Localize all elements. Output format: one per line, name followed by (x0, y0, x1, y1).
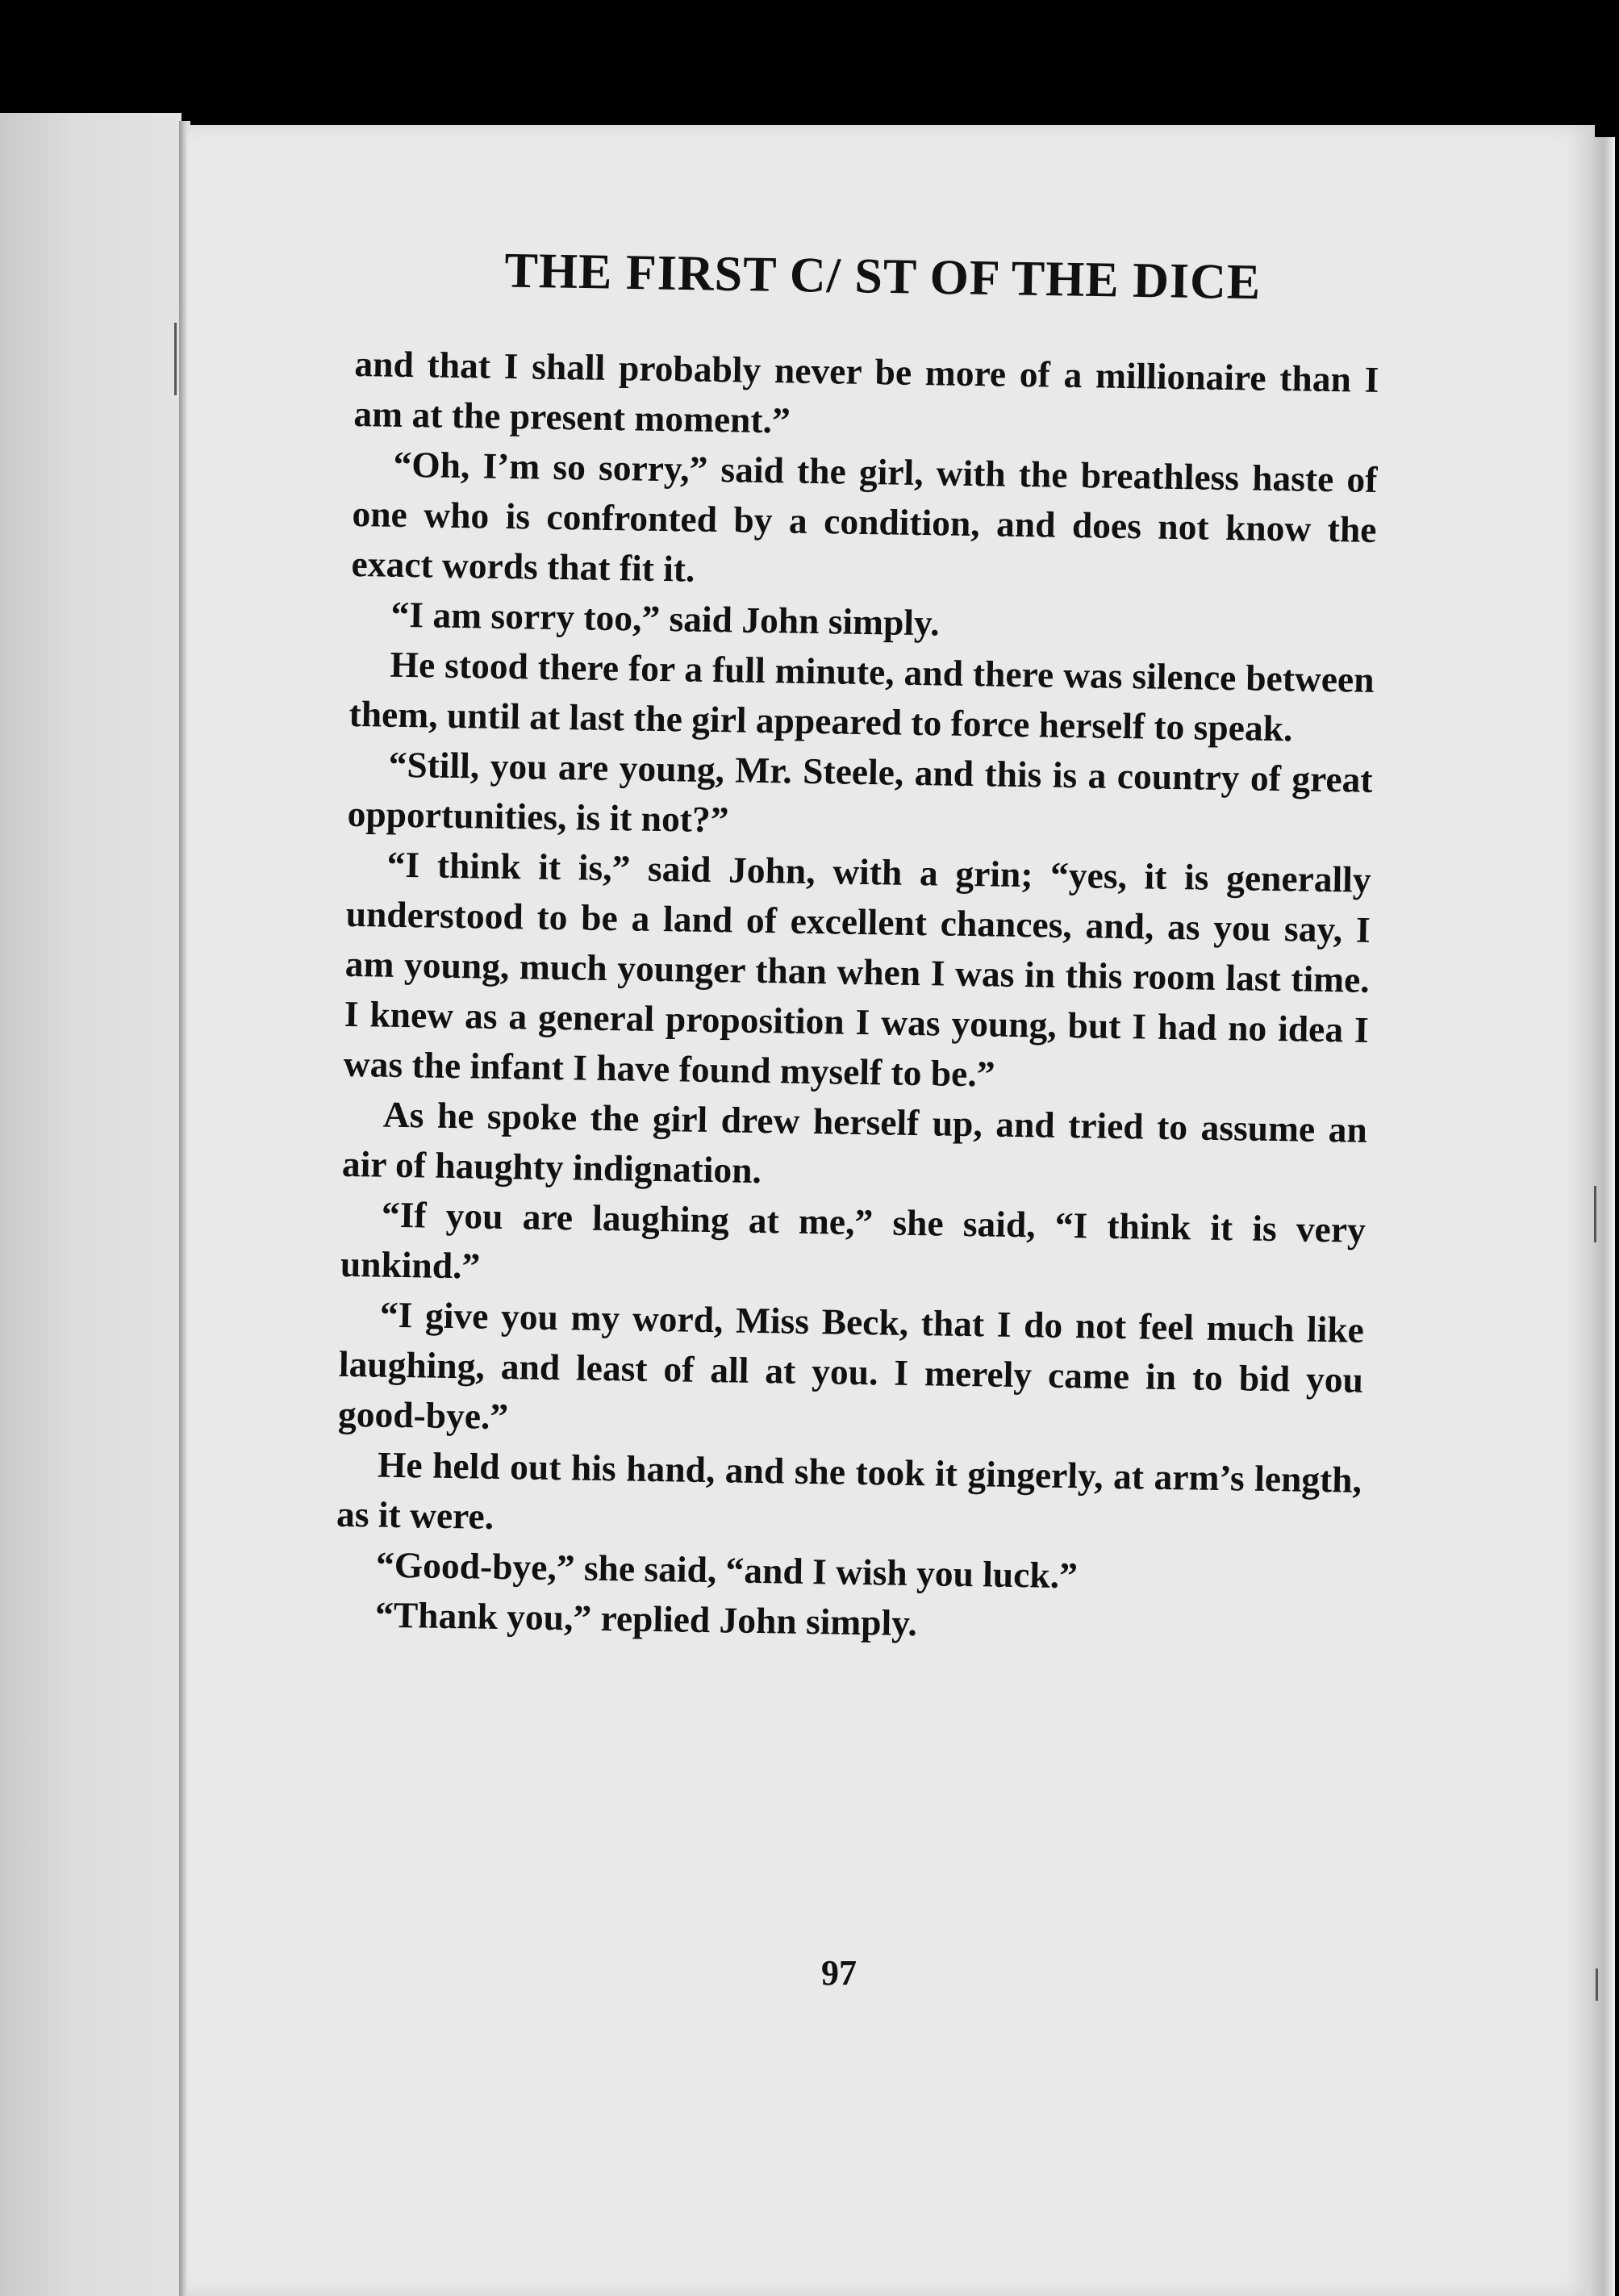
paragraph: “Still, you are young, Mr. Steele, and this is a country of great opportunities, is it not?” (347, 743, 1373, 841)
page-mark (174, 323, 177, 395)
paragraph: “I give you my word, Miss Beck, that I do not feel much like laughing, and least of all at you. I merely came in to bid you good-bye.” (337, 1293, 1365, 1438)
paragraph: “I am sorry too,” said John simply. (390, 593, 941, 644)
paragraph: “If you are laughing at me,” she said, “I think it is very unkind.” (340, 1193, 1367, 1287)
page-mark (1596, 1968, 1598, 2001)
page-number: 97 (821, 1953, 857, 1993)
page-mark (1594, 1186, 1596, 1242)
paragraph: “I think it is,” said John, with a grin; “yes, it is generally understood to be a land of excellent chances, and, as you say, I am young, much younger than when I was in this room last time. I knew as a general proposition I was young, but I had no idea I was the infant I have found myself to be.” (343, 843, 1372, 1095)
page-edge (1588, 137, 1615, 2296)
body-text (335, 339, 1379, 1655)
paragraph: “Thank you,” replied John simply. (374, 1593, 918, 1644)
paragraph: and that I shall probably never be more of a millionaire than I am at the present moment.” (353, 342, 1379, 441)
paragraph: As he spoke the girl drew herself up, and tried to assume an air of haughty indignation. (341, 1093, 1368, 1192)
running-head: THE FIRST C/ ST OF THE DICE (504, 243, 1262, 311)
paragraph: “Good-bye,” she said, “and I wish you luck.” (375, 1543, 1079, 1597)
paragraph: “Oh, I’m so sorry,” said the girl, with the breathless haste of one who is confronted by a condition, and does not know the exact words that fit it. (351, 443, 1378, 590)
paragraph: He held out his hand, and she took it gingerly, at arm’s length, as it were. (336, 1443, 1362, 1537)
facing-page (0, 113, 182, 2296)
paragraph: He stood there for a full minute, and there was silence between them, until at last the girl appeared to force herself to speak. (348, 643, 1375, 749)
